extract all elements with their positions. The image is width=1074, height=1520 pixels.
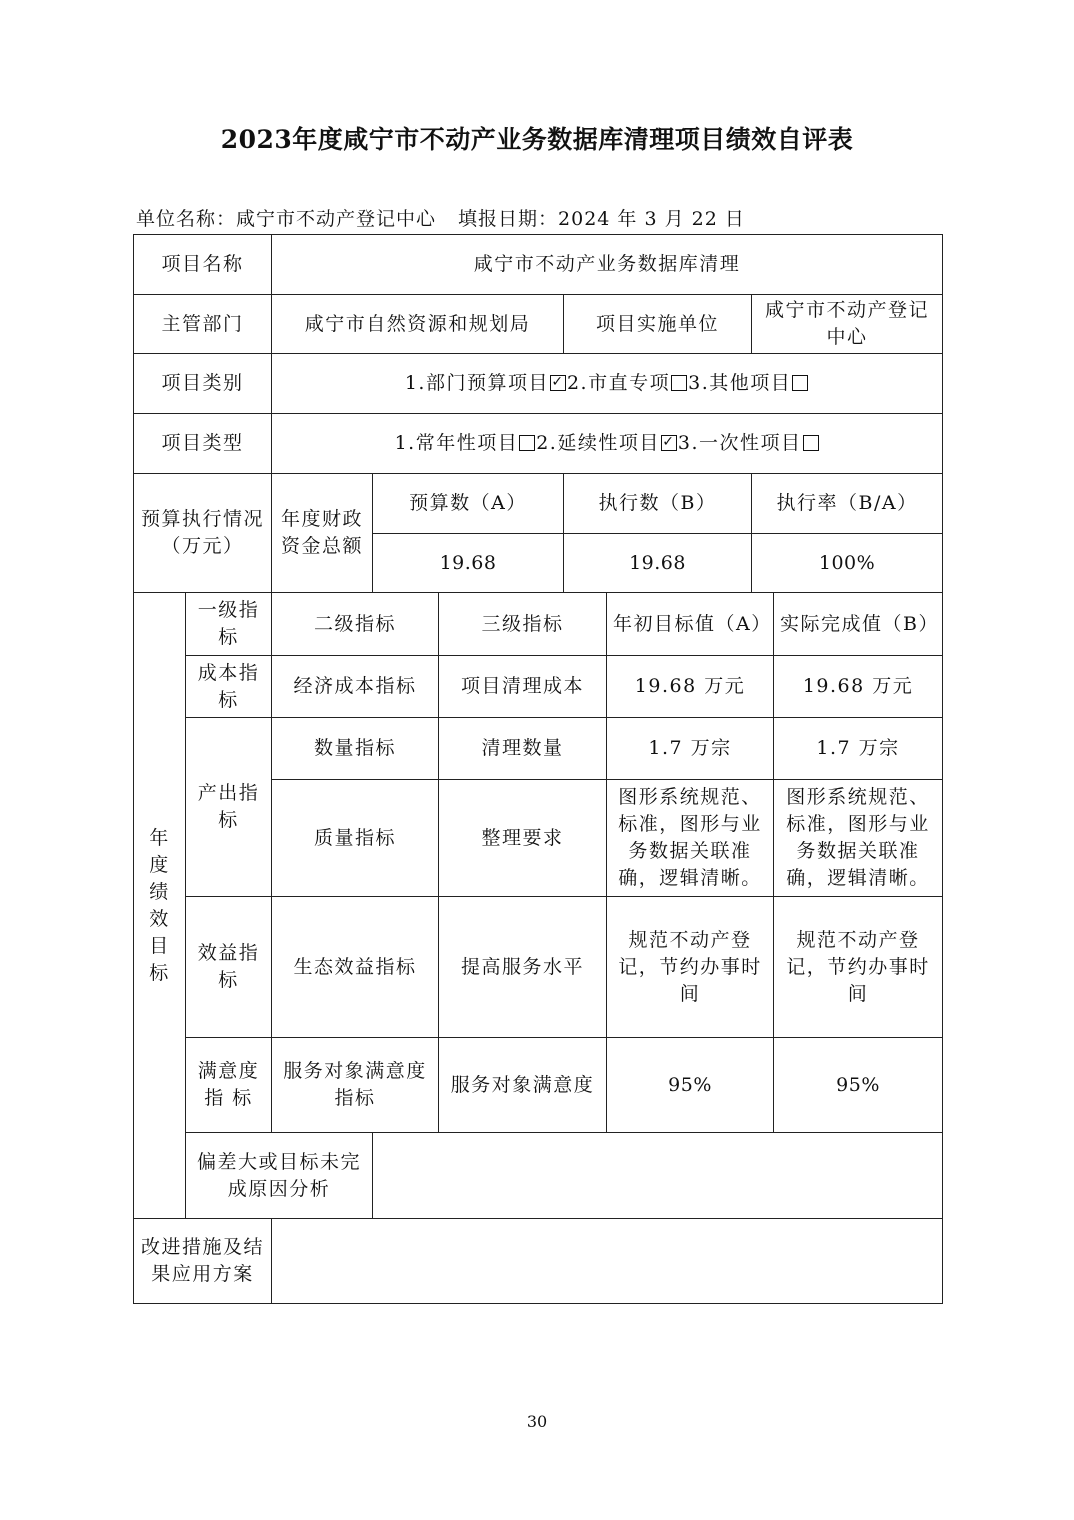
dept-label: 主管部门: [134, 295, 272, 354]
type-options: [272, 414, 943, 474]
goals-header-level1: 一级指标: [186, 593, 272, 656]
satisfaction-level2: 服务对象满意度指标: [272, 1038, 439, 1133]
type-option-1: 1.常年性项目: [394, 432, 519, 454]
budget-col-b: 执行数（B）: [564, 474, 752, 534]
dept-value: 咸宁市自然资源和规划局: [272, 295, 564, 354]
benefit-target: 规范不动产登记，节约办事时间: [607, 897, 774, 1038]
row-goals-header: [134, 593, 943, 656]
row-budget-header: [134, 474, 943, 534]
satisfaction-actual: 95%: [774, 1038, 943, 1133]
cost-target: 19.68 万元: [607, 656, 774, 718]
cost-level1: 成本指标: [186, 656, 272, 718]
output-qual-target: 图形系统规范、标准，图形与业务数据关联准确，逻辑清晰。: [607, 780, 774, 897]
category-label: 项目类别: [134, 354, 272, 414]
goals-header-actual: 实际完成值（B）: [774, 593, 943, 656]
improve-value[interactable]: [272, 1219, 943, 1304]
cost-level3: 项目清理成本: [439, 656, 607, 718]
category-checkbox-3[interactable]: [792, 375, 808, 391]
unit-name: 单位名称：咸宁市不动产登记中心: [136, 208, 437, 230]
output-qual-actual: 图形系统规范、标准，图形与业务数据关联准确，逻辑清晰。: [774, 780, 943, 897]
impl-value: 咸宁市不动产登记中心: [752, 295, 943, 354]
budget-label: 预算执行情况（万元）: [134, 474, 272, 593]
goals-side-label: 年度绩效目标: [134, 593, 186, 1219]
budget-val-a: 19.68: [373, 534, 564, 593]
satisfaction-level1: 满意度指 标: [186, 1038, 272, 1133]
row-cost: [134, 656, 943, 718]
goals-header-level2: 二级指标: [272, 593, 439, 656]
page-title: 2023年度咸宁市不动产业务数据库清理项目绩效自评表: [220, 125, 854, 154]
benefit-actual: 规范不动产登记，节约办事时间: [774, 897, 943, 1038]
type-checkbox-3[interactable]: [803, 435, 819, 451]
benefit-level2: 生态效益指标: [272, 897, 439, 1038]
type-checkbox-2[interactable]: [661, 435, 677, 451]
budget-val-b: 19.68: [564, 534, 752, 593]
output-level1: 产出指标: [186, 718, 272, 897]
improve-label: 改进措施及结果应用方案: [134, 1219, 272, 1304]
page-number: 30: [526, 1412, 548, 1431]
output-qual-level3: 整理要求: [439, 780, 607, 897]
category-option-1: 1.部门预算项目: [404, 372, 549, 394]
benefit-level1: 效益指标: [186, 897, 272, 1038]
row-deviation: [134, 1133, 943, 1219]
budget-val-rate: 100%: [752, 534, 943, 593]
row-project-name: [134, 235, 943, 295]
output-qty-actual: 1.7 万宗: [774, 718, 943, 780]
row-output-quantity: [134, 718, 943, 780]
category-option-3: 3.其他项目: [688, 372, 792, 394]
deviation-label: 偏差大或目标未完成原因分析: [186, 1133, 373, 1219]
cost-level2: 经济成本指标: [272, 656, 439, 718]
row-type: [134, 414, 943, 474]
form-meta: [136, 204, 745, 231]
budget-col-a: 预算数（A）: [373, 474, 564, 534]
row-department: [134, 295, 943, 354]
row-benefit: [134, 897, 943, 1038]
output-qual-level2: 质量指标: [272, 780, 439, 897]
evaluation-table: [133, 234, 943, 1304]
type-option-2: 2.延续性项目: [536, 432, 660, 454]
deviation-value[interactable]: [373, 1133, 943, 1219]
row-improvement: [134, 1219, 943, 1304]
row-satisfaction: [134, 1038, 943, 1133]
output-qty-target: 1.7 万宗: [607, 718, 774, 780]
budget-col-rate: 执行率（B/A）: [752, 474, 943, 534]
satisfaction-target: 95%: [607, 1038, 774, 1133]
project-name-value: 咸宁市不动产业务数据库清理: [272, 235, 943, 295]
type-checkbox-1[interactable]: [519, 435, 535, 451]
impl-label: 项目实施单位: [564, 295, 752, 354]
output-qty-level2: 数量指标: [272, 718, 439, 780]
budget-sub-label: 年度财政资金总额: [272, 474, 373, 593]
category-options: [272, 354, 943, 414]
category-checkbox-1[interactable]: [550, 375, 566, 391]
category-checkbox-2[interactable]: [671, 375, 687, 391]
benefit-level3: 提高服务水平: [439, 897, 607, 1038]
project-name-label: 项目名称: [134, 235, 272, 295]
satisfaction-level3: 服务对象满意度: [439, 1038, 607, 1133]
goals-header-target: 年初目标值（A）: [607, 593, 774, 656]
category-option-2: 2.市直专项: [566, 372, 671, 394]
fill-date: 填报日期：2024 年 3 月 22 日: [458, 208, 745, 230]
goals-header-level3: 三级指标: [439, 593, 607, 656]
output-qty-level3: 清理数量: [439, 718, 607, 780]
type-option-3: 3.一次性项目: [677, 432, 802, 454]
type-label: 项目类型: [134, 414, 272, 474]
row-category: [134, 354, 943, 414]
cost-actual: 19.68 万元: [774, 656, 943, 718]
